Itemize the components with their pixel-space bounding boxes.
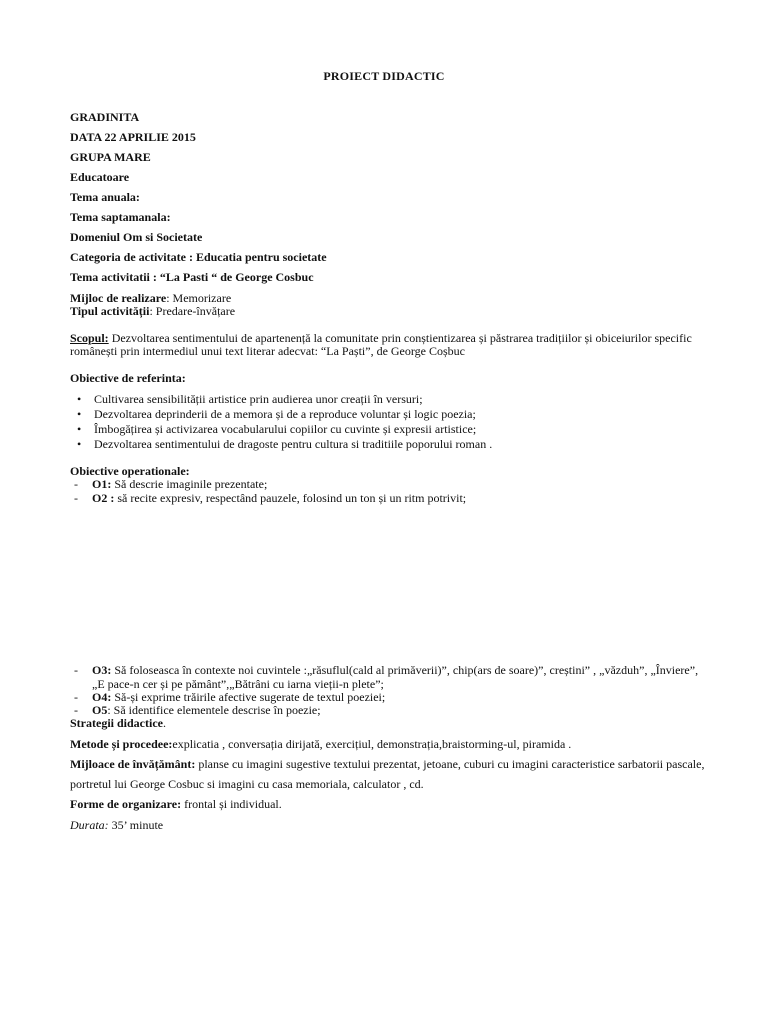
list-dash: - [74,663,78,677]
group-heading: GRUPA MARE [70,150,151,164]
o1-label: O1: [92,477,112,491]
tema-anuala-field: Tema anuala: [70,190,140,204]
tipul-value: : Predare-învățare [149,304,236,318]
scopul-line-1 [70,331,692,345]
strategii-period: . [162,716,166,730]
list-dash: - [74,491,78,505]
scopul-text-1: Dezvoltarea sentimentului de apartenență la comunitate prin conștientizarea și păstrarea tradițiilor și obiceiurilor specific [108,331,692,345]
objective-o2 [92,491,466,505]
list-dash: - [74,690,78,704]
durata-label: Durata: [70,818,109,832]
metode-label: Metode și procedee: [70,737,173,751]
o1-text: Să descrie imaginile prezentate; [111,477,268,491]
objective-o1 [92,477,267,491]
o5-label: O5 [92,703,108,717]
scopul-label: Scopul: [70,331,109,345]
tipul-label: Tipul activității [70,304,150,318]
list-dash: - [74,477,78,491]
strategii-heading [70,716,166,730]
tema-saptamanala-field: Tema saptamanala: [70,210,171,224]
tipul-activitatii-line [70,304,235,318]
domeniul-field: Domeniul Om si Societate [70,230,203,244]
o2-text: să recite expresiv, respectând pauzele, folosind un ton și un ritm potrivit; [114,491,467,505]
mijloace-line-1 [70,757,704,771]
obiective-referinta-heading: Obiective de referinta: [70,371,186,385]
mijloace-text-1: planse cu imagini sugestive textului prezentat, jetoane, cuburi cu imagini caracteristice sarbatorii pascale, [195,757,705,771]
scopul-line-2: românești prin intermediul unui text literar adecvat: “La Paști”, de George Coșbuc [70,344,465,358]
date-heading: DATA 22 APRILIE 2015 [70,130,196,144]
referinta-item: • Dezvoltarea sentimentului de dragoste pentru cultura si traditiile poporului roman . [94,437,492,451]
tema-activitatii-field: Tema activitatii : “La Pasti “ de George Cosbuc [70,270,314,284]
o3-text: Să foloseasca în contexte noi cuvintele :„răsuflul(cald al primăverii)”, chip(ars de soare)”, creștini” , „văzduh”, „Înviere”, „E pace-n cer și pe pământ”,„Bătrâni cu iarna vieții-n plete”; [92,663,699,691]
list-dash: - [74,703,78,717]
mijloace-label: Mijloace de învățământ: [70,757,196,771]
mijloc-label: Mijloc de realizare [70,291,167,305]
o5-text: : Să identifice elementele descrise în poezie; [107,703,321,717]
objective-o4 [92,690,385,704]
durata-line [70,818,163,832]
referinta-item: • Dezvoltarea deprinderii de a memora și de a reproduce voluntar și logic poezia; [94,407,476,421]
o3-label: O3: [92,663,112,677]
o2-label: O2 : [92,491,115,505]
objective-o3 [92,663,712,691]
page-title: PROIECT DIDACTIC [323,69,445,83]
mijloc-realizare-line [70,291,231,305]
forme-text: frontal și individual. [181,797,282,811]
objective-o5 [92,703,321,717]
obiective-operationale-heading: Obiective operationale: [70,464,190,478]
metode-text: explicatia , conversația dirijată, exercițiul, demonstrația,braistorming-ul, piramida . [172,737,572,751]
gradinita-heading: GRADINITA [70,110,140,124]
strategii-label: Strategii didactice [70,716,163,730]
durata-text: 35’ minute [108,818,164,832]
referinta-item: • Cultivarea sensibilității artistice prin audierea unor creații în versuri; [94,392,423,406]
referinta-item: • Îmbogățirea și activizarea vocabularului copiilor cu cuvinte și expresii artistice; [94,422,476,436]
categoria-field: Categoria de activitate : Educatia pentru societate [70,250,327,264]
educatoare-field: Educatoare [70,170,130,184]
o4-label: O4: [92,690,112,704]
metode-line [70,737,571,751]
o4-text: Să-și exprime trăirile afective sugerate de textul poeziei; [111,690,386,704]
mijloace-line-2: portretul lui George Cosbuc si imagini cu casa memoriala, calculator , cd. [70,777,424,791]
mijloc-value: : Memorizare [166,291,232,305]
forme-label: Forme de organizare: [70,797,182,811]
forme-line [70,797,282,811]
